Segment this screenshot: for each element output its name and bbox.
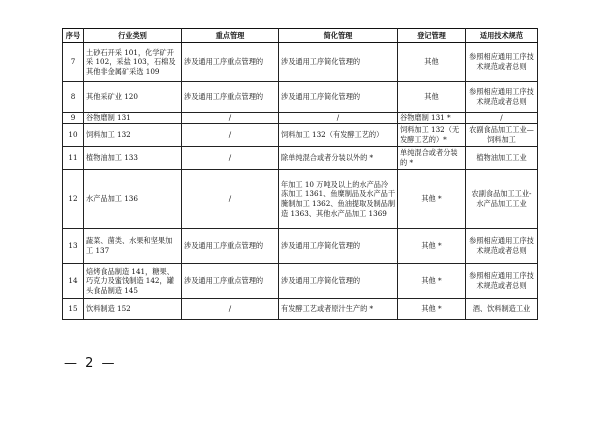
cell-category: 水产品加工 136 — [84, 170, 182, 229]
header-registration-management: 登记管理 — [398, 29, 466, 43]
cell-registration: 饲料加工 132（无发酵工艺的）* — [398, 124, 466, 147]
cell-no: 11 — [63, 147, 84, 170]
cell-key: 涉及通用工序重点管理的 — [182, 82, 279, 113]
header-category: 行业类别 — [84, 29, 182, 43]
header-no: 序号 — [63, 29, 84, 43]
cell-category: 其他采矿业 120 — [84, 82, 182, 113]
page-number: — 2 — — [64, 356, 117, 371]
industry-regulation-table — [62, 28, 538, 320]
table-row — [63, 43, 538, 82]
cell-simplified: / — [279, 113, 398, 124]
cell-category: 饲料加工 132 — [84, 124, 182, 147]
cell-simplified: 有发酵工艺或者原汁生产的 * — [279, 299, 398, 320]
cell-simplified: 年加工 10 万吨及以上的水产品冷冻加工 1361、鱼糜制品及水产品干腌制加工 1362、鱼油提取及制品制造 1363、其他水产品加工 1369 — [279, 170, 398, 229]
cell-no: 7 — [63, 43, 84, 82]
cell-spec: 酒、饮料制造工业 — [466, 299, 538, 320]
table-row — [63, 124, 538, 147]
table-header-row — [63, 29, 538, 43]
cell-spec: 农副食品加工工业—饲料加工 — [466, 124, 538, 147]
cell-no: 12 — [63, 170, 84, 229]
cell-simplified: 饲料加工 132（有发酵工艺的） — [279, 124, 398, 147]
cell-simplified: 涉及通用工序简化管理的 — [279, 229, 398, 264]
cell-spec: 参照相应通用工序技术规范或者总则 — [466, 264, 538, 299]
cell-no: 9 — [63, 113, 84, 124]
cell-key: / — [182, 147, 279, 170]
header-key-management: 重点管理 — [182, 29, 279, 43]
cell-registration: 其他 * — [398, 170, 466, 229]
cell-key: / — [182, 124, 279, 147]
cell-no: 13 — [63, 229, 84, 264]
cell-key: 涉及通用工序重点管理的 — [182, 229, 279, 264]
cell-registration: 其他 * — [398, 299, 466, 320]
cell-registration: 其他 * — [398, 264, 466, 299]
cell-registration: 其他 * — [398, 229, 466, 264]
cell-category: 焙烤食品制造 141，糖果、巧克力及蜜饯制造 142，罐头食品制造 145 — [84, 264, 182, 299]
cell-simplified: 涉及通用工序简化管理的 — [279, 82, 398, 113]
cell-category: 植物油加工 133 — [84, 147, 182, 170]
cell-key: 涉及通用工序重点管理的 — [182, 43, 279, 82]
table-row — [63, 147, 538, 170]
cell-registration: 谷物磨制 131 * — [398, 113, 466, 124]
cell-simplified: 涉及通用工序简化管理的 — [279, 43, 398, 82]
cell-no: 15 — [63, 299, 84, 320]
table-row — [63, 170, 538, 229]
cell-no: 14 — [63, 264, 84, 299]
cell-key: / — [182, 299, 279, 320]
cell-category: 土砂石开采 101，化学矿开采 102，采盐 103，石棉及其他非金属矿采选 109 — [84, 43, 182, 82]
cell-simplified: 涉及通用工序简化管理的 — [279, 264, 398, 299]
cell-registration: 其他 — [398, 43, 466, 82]
cell-category: 谷物磨制 131 — [84, 113, 182, 124]
cell-key: / — [182, 170, 279, 229]
header-technical-spec: 适用技术规范 — [466, 29, 538, 43]
cell-spec: 植物油加工工业 — [466, 147, 538, 170]
cell-spec: 参照相应通用工序技术规范或者总则 — [466, 43, 538, 82]
cell-registration: 单纯混合或者分装的 * — [398, 147, 466, 170]
cell-spec: 参照相应通用工序技术规范或者总则 — [466, 229, 538, 264]
table-row — [63, 229, 538, 264]
cell-registration: 其他 — [398, 82, 466, 113]
cell-key: 涉及通用工序重点管理的 — [182, 264, 279, 299]
cell-category: 蔬菜、菌类、水果和坚果加工 137 — [84, 229, 182, 264]
header-simplified-management: 简化管理 — [279, 29, 398, 43]
cell-no: 10 — [63, 124, 84, 147]
cell-simplified: 除单纯混合或者分装以外的 * — [279, 147, 398, 170]
cell-category: 饮料制造 152 — [84, 299, 182, 320]
table-row — [63, 82, 538, 113]
cell-spec: 参照相应通用工序技术规范或者总则 — [466, 82, 538, 113]
cell-key: / — [182, 113, 279, 124]
table-row — [63, 113, 538, 124]
cell-no: 8 — [63, 82, 84, 113]
table-row — [63, 299, 538, 320]
cell-spec: 农副食品加工工业-水产品加工工业 — [466, 170, 538, 229]
table-row — [63, 264, 538, 299]
cell-spec: / — [466, 113, 538, 124]
